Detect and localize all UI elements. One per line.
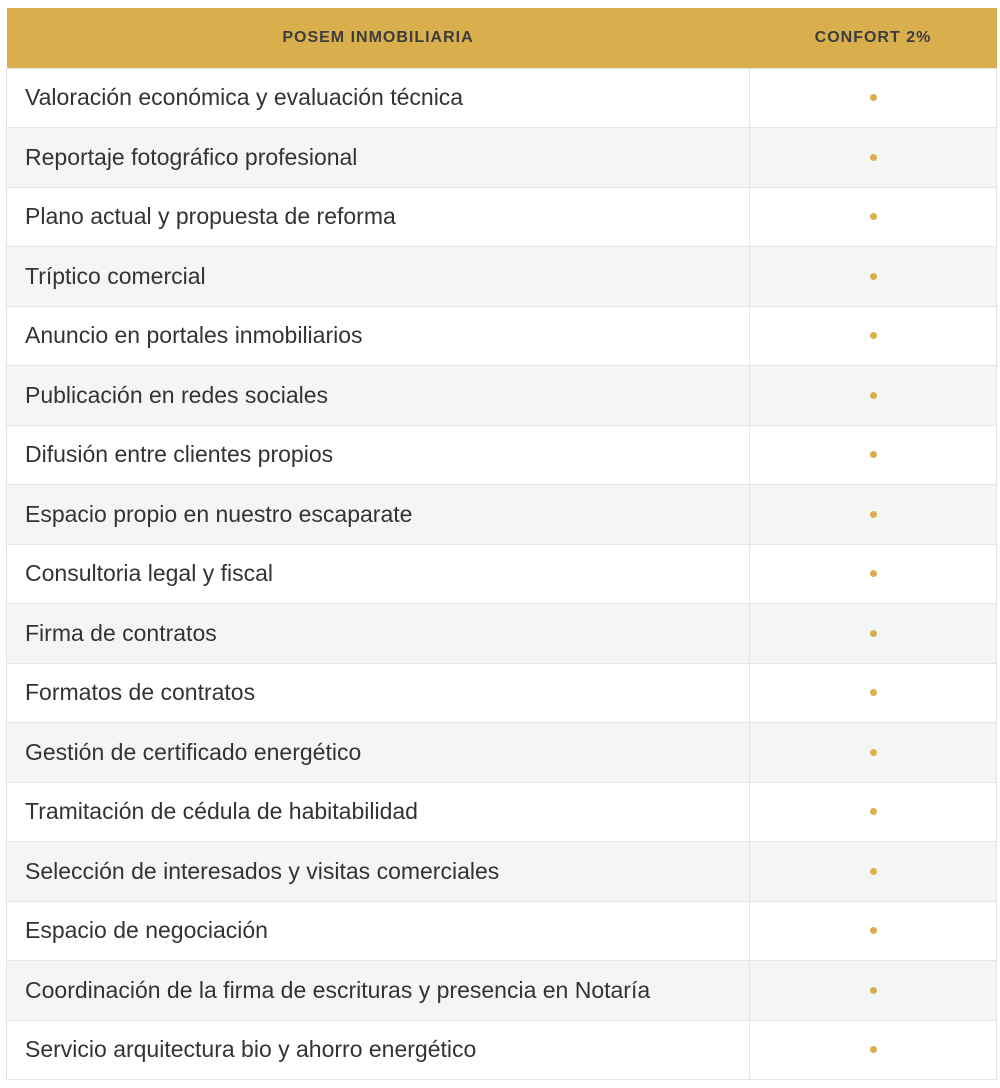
plan-included-cell	[750, 901, 997, 961]
header-plan-column: CONFORT 2%	[814, 28, 932, 46]
service-name: Selección de interesados y visitas comerciales	[7, 842, 750, 902]
service-name: Difusión entre clientes propios	[7, 425, 750, 485]
included-dot-icon	[870, 332, 877, 339]
plan-included-cell	[750, 961, 997, 1021]
service-name: Valoración económica y evaluación técnica	[7, 68, 750, 128]
included-dot-icon	[870, 273, 877, 280]
included-dot-icon	[870, 868, 877, 875]
plan-included-cell	[750, 544, 997, 604]
table-row	[7, 366, 997, 426]
included-dot-icon	[870, 451, 877, 458]
service-name: Espacio de negociación	[7, 901, 750, 961]
included-dot-icon	[870, 1046, 877, 1053]
plan-included-cell	[750, 425, 997, 485]
included-dot-icon	[870, 630, 877, 637]
service-name: Consultoria legal y fiscal	[7, 544, 750, 604]
service-name: Servicio arquitectura bio y ahorro energético	[7, 1020, 750, 1080]
service-name: Tríptico comercial	[7, 247, 750, 307]
included-dot-icon	[870, 392, 877, 399]
table-row	[7, 306, 997, 366]
plan-included-cell	[750, 663, 997, 723]
table-row	[7, 425, 997, 485]
table-row	[7, 485, 997, 545]
table-row	[7, 723, 997, 783]
table-row	[7, 663, 997, 723]
service-name: Gestión de certificado energético	[7, 723, 750, 783]
services-comparison-table	[6, 8, 997, 1080]
table-row	[7, 1020, 997, 1080]
plan-included-cell	[750, 485, 997, 545]
plan-included-cell	[750, 604, 997, 664]
plan-included-cell	[750, 723, 997, 783]
service-name: Firma de contratos	[7, 604, 750, 664]
plan-included-cell	[750, 782, 997, 842]
plan-included-cell	[750, 1020, 997, 1080]
table-row	[7, 901, 997, 961]
plan-included-cell	[750, 128, 997, 188]
plan-included-cell	[750, 366, 997, 426]
service-name: Anuncio en portales inmobiliarios	[7, 306, 750, 366]
service-name: Formatos de contratos	[7, 663, 750, 723]
plan-included-cell	[750, 306, 997, 366]
included-dot-icon	[870, 511, 877, 518]
table-row	[7, 961, 997, 1021]
header-service-column: POSEM INMOBILIARIA	[282, 28, 474, 46]
table-row	[7, 604, 997, 664]
table-row	[7, 68, 997, 128]
table-row	[7, 128, 997, 188]
service-name: Plano actual y propuesta de reforma	[7, 187, 750, 247]
service-name: Reportaje fotográfico profesional	[7, 128, 750, 188]
table-row	[7, 247, 997, 307]
plan-included-cell	[750, 842, 997, 902]
service-name: Espacio propio en nuestro escaparate	[7, 485, 750, 545]
plan-included-cell	[750, 68, 997, 128]
plan-included-cell	[750, 247, 997, 307]
plan-included-cell	[750, 187, 997, 247]
table-row	[7, 842, 997, 902]
services-comparison-table-container	[6, 8, 996, 1080]
table-body	[7, 68, 997, 1080]
included-dot-icon	[870, 213, 877, 220]
table-row	[7, 544, 997, 604]
included-dot-icon	[870, 808, 877, 815]
table-row	[7, 187, 997, 247]
table-header	[7, 8, 997, 68]
service-name: Tramitación de cédula de habitabilidad	[7, 782, 750, 842]
included-dot-icon	[870, 94, 877, 101]
service-name: Coordinación de la firma de escrituras y presencia en Notaría	[7, 961, 750, 1021]
included-dot-icon	[870, 749, 877, 756]
included-dot-icon	[870, 927, 877, 934]
table-header-row	[7, 8, 997, 68]
included-dot-icon	[870, 154, 877, 161]
table-row	[7, 782, 997, 842]
included-dot-icon	[870, 689, 877, 696]
service-name: Publicación en redes sociales	[7, 366, 750, 426]
included-dot-icon	[870, 987, 877, 994]
included-dot-icon	[870, 570, 877, 577]
